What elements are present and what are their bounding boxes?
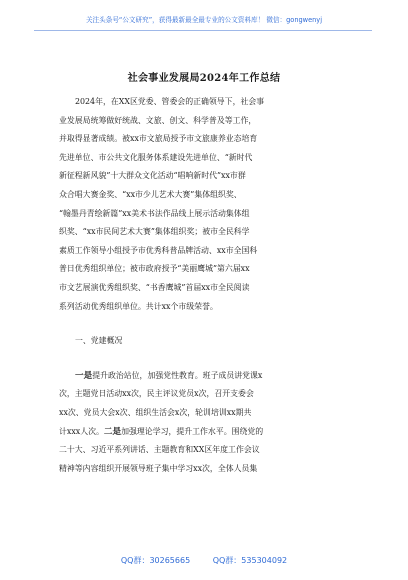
spacer (59, 316, 359, 332)
intro-line: 普日优秀组织单位；被市政府授予“美丽鹰城”第六届xx (59, 264, 250, 274)
para1-line (59, 367, 359, 386)
intro-line: 先进单位、市公共文化服务体系建设先进单位、“新时代 (59, 152, 253, 162)
footer-qq-group-2: QQ群：535304092 (212, 556, 288, 565)
footer-qq-group-1: QQ群：30265665 (120, 556, 191, 565)
intro-line: 新征程新风貌”十大群众文化活动“唱响新时代”xx市群 (59, 171, 246, 181)
intro-line: 市文艺展演优秀组织奖、“书香鹰城”首届xx市全民阅读 (59, 282, 250, 292)
para2-lead: 二是 (103, 426, 122, 437)
para1-line: 次，主题党日活动xx次，民主评议党员x次，召开支委会 (59, 389, 254, 399)
para1-text: 计xxx人次。 (59, 426, 104, 436)
para2-line: 精神等内容组织开展领导班子集中学习xx次，全体人员集 (59, 463, 258, 473)
intro-line: 众合唱大赛金奖、“xx市少儿艺术大赛”集体组织奖、 (59, 189, 242, 199)
intro-line: 素质工作领导小组授予市优秀科普品牌活动、xx市全国科 (59, 245, 258, 255)
para1-lead: 一是 (75, 370, 93, 381)
document-title: 社会事业发展局2024年工作总结 (127, 73, 281, 84)
intro-line: 织奖、“xx市民间艺术大赛”集体组织奖；被市全民科学 (59, 227, 250, 237)
document-body (59, 93, 359, 478)
intro-line: 系列活动优秀组织单位。共计xx个市级荣誉。 (59, 301, 218, 311)
intro-line: 业发展局统筹做好统战、文旅、创文、科学普及等工作， (59, 115, 257, 125)
header-divider (34, 30, 372, 31)
spacer (59, 351, 359, 367)
para2-text: 加强理论学习，提升工作水平。围绕党的 (121, 426, 264, 436)
para2-line: 二十大、习近平系列讲话、主题教育和XX区年度工作会议 (59, 445, 260, 455)
intro-line: “翰墨丹青绘新篇”xx美术书法作品线上展示活动集体组 (59, 208, 250, 218)
section-heading: 一、党建概况 (75, 336, 123, 346)
para1-text: 提升政治站位，加强党性教育。班子成员讲党课x (92, 370, 263, 380)
footer (0, 555, 408, 566)
intro-line: 2024年，在XX区党委、管委会的正确领导下，社会事 (75, 97, 265, 106)
para1-line (59, 423, 359, 442)
para1-line: xx次、党员大会x次、组织生活会x次，轮训培训xx期共 (59, 407, 252, 417)
header-banner: 关注头条号“公文研究”，获得最新最全最专业的公文资料库！ 微信：gongwenyj (85, 16, 323, 24)
intro-line: 并取得显著成绩。被xx市文旅局授予市文旅康养业态培育 (59, 134, 258, 144)
